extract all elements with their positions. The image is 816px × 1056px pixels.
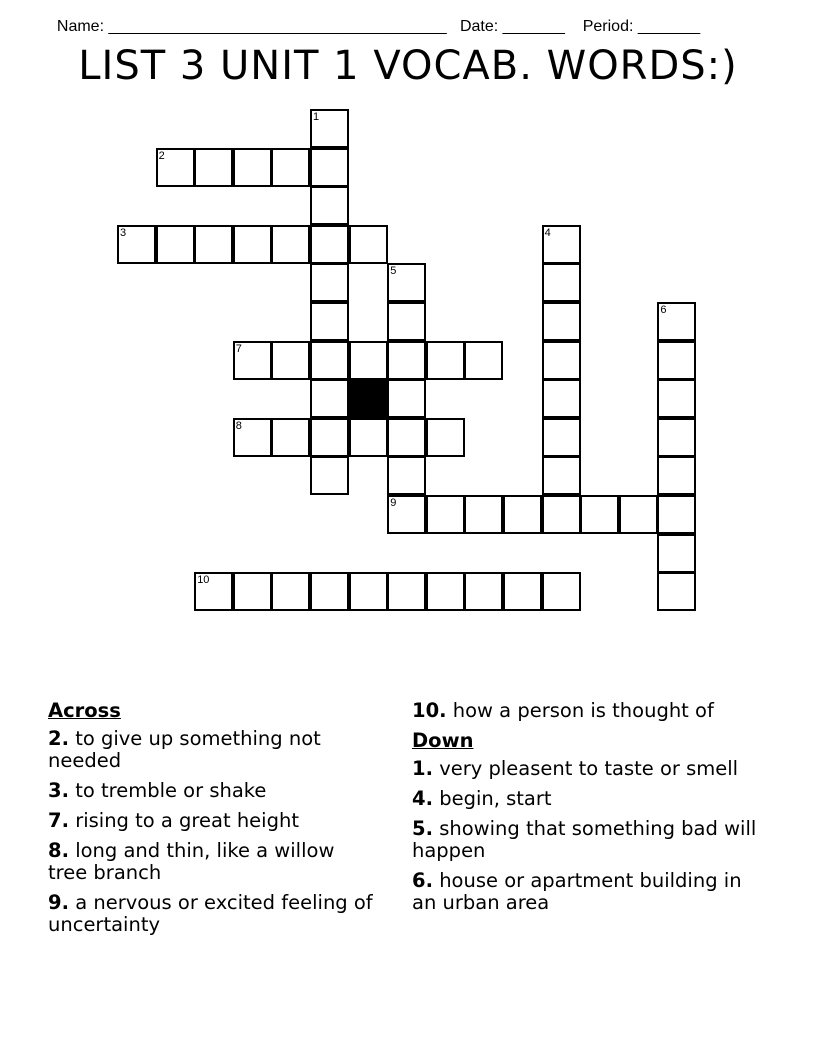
crossword-cell[interactable] [271,148,310,187]
clue-across-3 [48,780,378,802]
crossword-cell[interactable] [349,341,388,380]
crossword-cell[interactable] [657,495,696,534]
down-heading: Down [412,729,474,752]
page-title: LIST 3 UNIT 1 VOCAB. WORDS:) [78,43,738,89]
crossword-cell[interactable] [542,302,581,341]
crossword-cell[interactable] [233,341,272,380]
crossword-cell[interactable] [271,418,310,457]
crossword-cell[interactable] [542,263,581,302]
crossword-cell[interactable] [657,302,696,341]
cell-number: 2 [158,149,165,162]
crossword-cell[interactable] [387,341,426,380]
date-field-label[interactable]: Date: _______ [459,18,565,35]
crossword-cell[interactable] [194,225,233,264]
crossword-cell[interactable] [349,225,388,264]
clue-number: 8. [48,839,69,862]
clue-number: 9. [48,891,69,914]
clue-across-9 [48,892,378,936]
crossword-cell[interactable] [657,379,696,418]
crossword-cell[interactable] [542,379,581,418]
clue-text: a nervous or excited feeling of uncertainty [48,891,373,936]
crossword-cell[interactable] [542,341,581,380]
crossword-cell[interactable] [310,186,349,225]
crossword-cell[interactable] [387,495,426,534]
crossword-cell[interactable] [310,418,349,457]
crossword-cell[interactable] [310,109,349,148]
clues-column-left [48,700,378,944]
crossword-cell[interactable] [426,418,465,457]
crossword-cell[interactable] [503,572,542,611]
crossword-cell[interactable] [464,341,503,380]
crossword-cell[interactable] [310,456,349,495]
crossword-cell[interactable] [657,572,696,611]
crossword-cell[interactable] [387,263,426,302]
crossword-cell[interactable] [387,302,426,341]
clue-across-8 [48,840,378,884]
crossword-cell[interactable] [657,418,696,457]
clue-number: 6. [412,869,433,892]
crossword-cell[interactable] [426,495,465,534]
crossword-cell[interactable] [542,495,581,534]
crossword-cell[interactable] [619,495,658,534]
clue-across-2 [48,728,378,772]
crossword-cell[interactable] [464,495,503,534]
clue-number: 5. [412,817,433,840]
cell-number: 6 [660,304,667,316]
crossword-cell[interactable] [156,225,195,264]
clue-number: 1. [412,757,433,780]
crossword-cell[interactable] [310,379,349,418]
cell-number: 5 [390,265,397,278]
crossword-cell[interactable] [310,225,349,264]
crossword-cell[interactable] [657,456,696,495]
cell-number: 7 [235,342,242,355]
crossword-cell[interactable] [233,225,272,264]
crossword-cell[interactable] [542,418,581,457]
clue-text: begin, start [439,787,552,810]
crossword-cell[interactable] [464,572,503,611]
clue-text: house or apartment building in an urban area [412,869,742,914]
crossword-cell[interactable] [580,495,619,534]
clue-text: how a person is thought of [452,699,714,722]
clue-down-6 [412,870,757,914]
name-field-label[interactable]: Name: ______________________________________ [56,18,447,35]
crossword-cell[interactable] [349,418,388,457]
crossword-cell[interactable] [233,572,272,611]
clue-down-4 [412,788,757,810]
clue-text: very pleasent to taste or smell [439,757,739,780]
clue-number: 7. [48,809,69,832]
clue-text: to give up something not needed [48,727,321,772]
crossword-cell[interactable] [542,456,581,495]
clue-text: to tremble or shake [75,779,267,802]
crossword-cell[interactable] [310,341,349,380]
across-heading: Across [48,699,121,722]
crossword-cell[interactable] [387,572,426,611]
crossword-cell[interactable] [194,572,233,611]
crossword-cell[interactable] [387,379,426,418]
crossword-cell[interactable] [156,148,195,187]
clue-number: 4. [412,787,433,810]
clue-number: 10. [412,699,447,722]
crossword-cell[interactable] [542,225,581,264]
crossword-black-cell [349,379,388,418]
crossword-cell[interactable] [271,225,310,264]
cell-number: 1 [313,111,320,123]
clue-text: long and thin, like a willow tree branch [48,839,335,884]
clue-across-10 [412,700,757,722]
crossword-cell[interactable] [426,572,465,611]
crossword-cell[interactable] [542,572,581,611]
crossword-cell[interactable] [387,456,426,495]
cell-number: 3 [120,226,127,239]
cell-number: 4 [544,226,551,239]
cell-number: 8 [235,419,242,432]
clues-column-right [412,700,757,922]
crossword-cell[interactable] [310,302,349,341]
crossword-cell[interactable] [349,572,388,611]
crossword-cell[interactable] [271,341,310,380]
crossword-cell[interactable] [657,341,696,380]
cell-number: 10 [197,574,210,587]
clue-down-1 [412,758,757,780]
crossword-cell[interactable] [271,572,310,611]
crossword-cell[interactable] [233,418,272,457]
cell-number: 9 [390,497,397,509]
crossword-cell[interactable] [657,534,696,573]
clue-across-7 [48,810,378,832]
crossword-cell[interactable] [310,263,349,302]
crossword-cell[interactable] [387,418,426,457]
crossword-cell[interactable] [426,341,465,380]
crossword-cell[interactable] [310,148,349,187]
crossword-cell[interactable] [117,225,156,264]
crossword-cell[interactable] [503,495,542,534]
crossword-cell[interactable] [233,148,272,187]
clue-down-5 [412,818,757,862]
crossword-cell[interactable] [194,148,233,187]
crossword-cell[interactable] [310,572,349,611]
clue-number: 2. [48,727,69,750]
period-field-label[interactable]: Period: _______ [582,18,701,35]
clue-number: 3. [48,779,69,802]
clue-text: showing that something bad will happen [412,817,757,862]
clue-text: rising to a great height [75,809,299,832]
